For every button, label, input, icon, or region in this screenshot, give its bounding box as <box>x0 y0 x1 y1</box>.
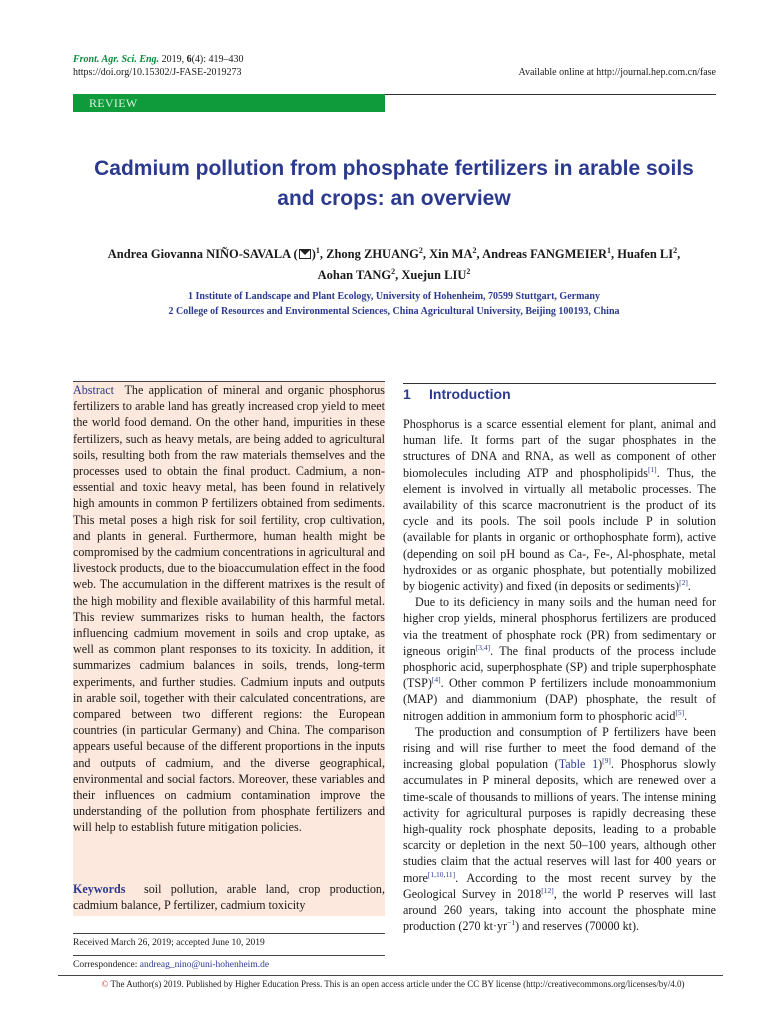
author-sup: 2 <box>673 246 678 255</box>
available-online[interactable]: Available online at http://journal.hep.com.cn/fase <box>518 67 716 78</box>
footer-rule <box>58 975 723 976</box>
envelope-icon[interactable] <box>299 249 311 259</box>
abstract-text: The application of mineral and organic phosphorus fertilizers to arable land has greatly increased crop yield to meet the world food demand. On the other hand, impurities in these fertilizers, such as heavy metals, are being added to agricultural soils, resulting both from the raw materials themselves and the processes used to obtain the final product. Cadmium, a non-essential and toxic heavy metal, has been found in relatively high amounts in common P fertilizers obtained from sediments. This metal poses a high risk for soil fertility, crop cultivation, and plants in general. Furthermore, human health might be compromised by the cadmium concentrations in agricultural and livestock products, due to the bioaccumulation effect in the food web. The accumulation in the different matrixes is the result of the high mobility and flexible availability of this harmful metal. This review summarizes risks to human health, the factors influencing cadmium movement in soils and crop uptake, as well as common plant responses to its toxicity. In addition, it summarizes cadmium balances in soils, trends, long-term experiments, and further studies. Cadmium inputs and outputs in arable soil, together with their calculated concentrations, are compared between two different regions: the European countries (in particular Germany) and China. The comparison appears useful because of the different proportions in the inputs and outputs of cadmium, and the diverse geographical, environmental and social factors. Moreover, these variables and their influences on cadmium contamination improve the understanding of the pollution from phosphate fertilizers and will help to establish future mitigation policies. <box>73 383 385 835</box>
received-dates: Received March 26, 2019; accepted June 10, 2019 <box>73 933 385 950</box>
paragraph-2 <box>403 594 716 724</box>
citation-year: 2019, <box>159 54 187 65</box>
doi-link[interactable]: https://doi.org/10.15302/J-FASE-2019273 <box>73 67 242 78</box>
author-sup: 2 <box>391 267 396 277</box>
author-sep: , <box>677 247 681 262</box>
correspondence-email[interactable]: andreag_nino@uni-hohenheim.de <box>139 960 270 970</box>
text: . <box>684 708 688 723</box>
text: . The final products of the process include phosphoric acid, superphosphate (SP) and triple superphosphate (TSP) <box>403 643 716 691</box>
author-sup: 2 <box>472 246 477 255</box>
author-3: , Xin MA <box>422 247 473 262</box>
citation-ref[interactable]: [4] <box>431 675 441 685</box>
author-1: Andrea Giovanna NIÑO-SAVALA ( <box>107 247 298 262</box>
citation-ref[interactable]: [1] <box>647 464 657 474</box>
keywords <box>73 881 385 913</box>
citation-ref[interactable]: [5] <box>675 707 685 717</box>
abstract-heading: Abstract <box>73 383 114 397</box>
header-rule <box>385 94 716 95</box>
citation-volume: 6 <box>186 54 192 65</box>
unit-sup: −1 <box>507 918 516 928</box>
citation-ref[interactable]: [3,4] <box>475 642 491 652</box>
author-7: , Xuejun LIU <box>395 268 467 283</box>
section-tag-label: REVIEW <box>89 96 138 110</box>
affiliation-2: 2 College of Resources and Environmental Sciences, China Agricultural University, Beijing 100193, China <box>168 306 620 317</box>
author-4: , Andreas FANGMEIER <box>476 247 607 262</box>
text: Due to its deficiency in many soils and the human need for higher crop yields, mineral phosphorus fertilizers are produced via the treatment of phosphate rock (PR) from sedimentary or igneous origin <box>403 595 716 658</box>
text: , the world P reserves will last around 260 years, taking into account the phosphate mine production (270 kt·yr <box>403 886 717 934</box>
author-2: , Zhong ZHUANG <box>319 247 419 262</box>
keywords-text: soil pollution, arable land, crop production, cadmium balance, P fertilizer, cadmium toxicity <box>73 882 385 913</box>
article-title <box>60 154 728 214</box>
text: . Phosphorus slowly accumulates in P mineral deposits, which are renewed over a time-scale of thousands to millions of years. The intense mining activity for agricultural purposes is rapidly decreasing these high-quality rock phosphate deposits, leading to a probable scarcity or depletion in the next 50–100 years, although other studies claim that the actual reserves will last for 400 years or more <box>403 757 716 885</box>
author-sup: 1 <box>315 246 320 255</box>
text: The production and consumption of P fertilizers have been rising and will rise further to meet the food demand of the increasing global population ( <box>403 724 716 772</box>
text: . Thus, the element is involved in virtually all metabolic processes. The availability of this scarce macronutrient is the product of its cycle and its pools. The soil pools include P in solution (available for plants in organic or orthophosphate form), active (depending on soil pH bound as Ca-, Fe-, Al-phosphate, metal hydroxides or as organic phosphate, but potentially mobilized by biogenic activity) and fixed (in deposits or sediments) <box>403 465 716 594</box>
citation-ref[interactable]: [9] <box>602 756 611 766</box>
copyright-icon: © <box>101 979 109 989</box>
text: ) <box>598 757 603 772</box>
correspondence-label: Correspondence: <box>73 960 140 970</box>
copyright-footer <box>58 978 728 990</box>
author-sup: 1 <box>606 246 611 255</box>
paragraph-3 <box>403 724 716 935</box>
citation-ref[interactable]: [12] <box>541 885 554 895</box>
affiliations <box>70 289 718 319</box>
text: Phosphorus is a scarce essential element for plant, animal and human life. It forms part of the sugar phosphates in the structures of DNA and RNA, as well as component of other biomolecules including ATP and phospholipids <box>403 417 716 480</box>
paragraph-1 <box>403 416 716 594</box>
citation-ref[interactable]: [2] <box>679 578 688 587</box>
correspondence <box>73 955 385 972</box>
affiliation-1: 1 Institute of Landscape and Plant Ecology, University of Hohenheim, 70599 Stuttgart, Germany <box>188 291 600 302</box>
abstract <box>73 382 385 836</box>
text: . <box>687 579 691 594</box>
keywords-heading: Keywords <box>73 882 126 896</box>
text: . Other common P fertilizers include monoammonium (MAP) and diammonium (DAP) phosphate, the result of nitrogen addition in ammonium form to phosphoric acid <box>403 676 716 723</box>
author-sup: 2 <box>418 246 423 255</box>
intro-body <box>403 416 716 935</box>
text: . According to the most recent survey by the Geological Survey in 2018 <box>403 870 716 901</box>
author-6: Aohan TANG <box>317 268 392 283</box>
author-sup: 2 <box>466 267 471 277</box>
title-line-2: and crops: an overview <box>277 187 511 210</box>
journal-name: Front. Agr. Sci. Eng. <box>73 54 160 65</box>
intro-rule <box>403 383 716 384</box>
section-title: Introduction <box>429 386 511 402</box>
citation-pages: (4): 419–430 <box>191 54 244 65</box>
copyright-text: The Author(s) 2019. Published by Higher Education Press. This is an open access article under the CC BY license (http://creativecommons.org/licenses/by/4.0) <box>108 979 685 989</box>
title-line-1: Cadmium pollution from phosphate fertilizers in arable soils <box>94 157 694 180</box>
table-link[interactable]: Table 1 <box>558 757 599 772</box>
author-5: , Huafen LI <box>610 247 674 262</box>
author-list <box>70 242 718 284</box>
text: ) and reserves (70000 kt). <box>515 919 640 934</box>
section-number: 1 <box>403 386 411 402</box>
author-1-close: ) <box>311 247 316 262</box>
journal-citation <box>73 53 244 79</box>
section-heading <box>403 385 511 403</box>
citation-ref[interactable]: [1,10,11] <box>427 869 456 879</box>
section-tag <box>73 94 385 112</box>
